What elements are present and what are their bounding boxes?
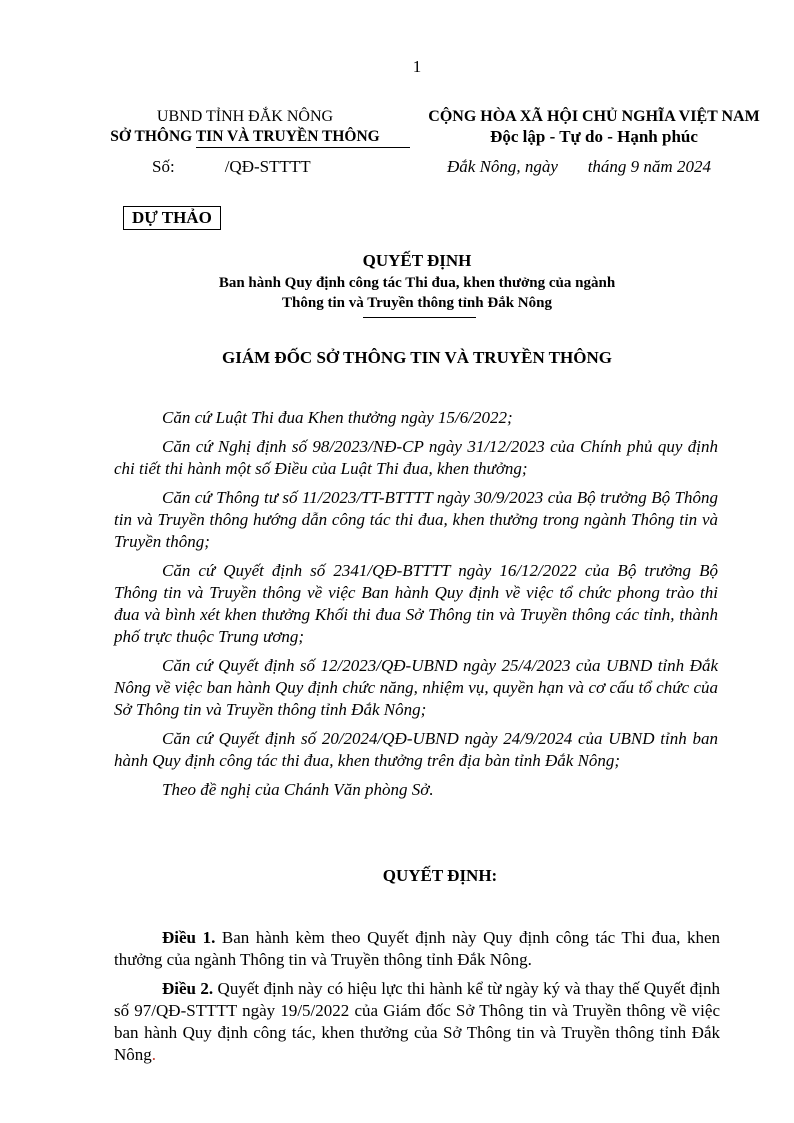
decision-subtitle xyxy=(0,273,794,313)
document-number xyxy=(152,157,311,177)
preamble-clause: Căn cứ Thông tư số 11/2023/TT-BTTTT ngày 30/9/2023 của Bộ trưởng Bộ Thông tin và Truyền thông hướng dẫn công tác thi đua, khen thưởng trong ngành Thông tin và Truyền thông; xyxy=(114,488,718,551)
page-number: 1 xyxy=(412,57,422,76)
preamble-clause: Căn cứ Quyết định số 20/2024/QĐ-UBND ngày 24/9/2024 của UBND tỉnh ban hành Quy định công tác thi đua, khen thưởng trên địa bàn tỉnh Đắk Nông; xyxy=(114,729,718,770)
signing-authority-title: GIÁM ĐỐC SỞ THÔNG TIN VÀ TRUYỀN THÔNG xyxy=(222,348,612,367)
preamble-clause: Theo đề nghị của Chánh Văn phòng Sở. xyxy=(162,780,434,799)
decision-subtitle-line-1: Ban hành Quy định công tác Thi đua, khen thưởng của ngành xyxy=(218,275,616,291)
draft-badge: DỰ THẢO xyxy=(123,206,221,230)
preamble-clause: Căn cứ Quyết định số 12/2023/QĐ-UBND ngày 25/4/2023 của UBND tỉnh Đắk Nông về việc ban hành Quy định chức năng, nhiệm vụ, quyền hạn và cơ cấu tổ chức của Sở Thông tin và Truyền thông tỉnh Đắk Nông; xyxy=(114,656,718,719)
preamble xyxy=(114,407,718,808)
articles xyxy=(114,927,720,1073)
article-trailing-period: . xyxy=(151,1045,157,1064)
national-name: CỘNG HÒA XÃ HỘI CHỦ NGHĨA VIỆT NAM xyxy=(428,108,760,125)
document-date: Đắk Nông, ngày tháng 9 năm 2024 xyxy=(447,157,711,176)
decision-subtitle-line-2: Thông tin và Truyền thông tỉnh Đắk Nông xyxy=(282,295,552,311)
issuing-organization: SỞ THÔNG TIN VÀ TRUYỀN THÔNG xyxy=(110,128,380,145)
article-2 xyxy=(114,978,720,1066)
decision-heading: QUYẾT ĐỊNH xyxy=(362,251,472,270)
national-motto-block xyxy=(408,107,780,147)
preamble-clause: Căn cứ Luật Thi đua Khen thưởng ngày 15/6/2022; xyxy=(162,408,513,427)
article-1 xyxy=(114,927,720,971)
article-label: Điều 2. xyxy=(162,979,214,998)
issuing-authority-block xyxy=(90,107,400,147)
decides-heading: QUYẾT ĐỊNH: xyxy=(382,866,498,885)
article-text: Ban hành kèm theo Quyết định này Quy định công tác Thi đua, khen thưởng của ngành Thông tin và Truyền thông tỉnh Đắk Nông. xyxy=(114,928,721,969)
article-label: Điều 1. xyxy=(162,928,216,947)
document-number-label: Số: xyxy=(152,157,175,176)
header-divider xyxy=(196,147,410,148)
article-text: Quyết định này có hiệu lực thi hành kể từ ngày ký và thay thế Quyết định số 97/QĐ-STTTT ngày 19/5/2022 của Giám đốc Sở Thông tin và Truyền thông về việc ban hành Quy định công tác, khen thưởng của Sở Thông tin và Truyền thông tỉnh Đắk Nông xyxy=(114,979,720,1064)
preamble-clause: Căn cứ Nghị định số 98/2023/NĐ-CP ngày 31/12/2023 của Chính phủ quy định chi tiết thi hành một số Điều của Luật Thi đua, khen thưởng; xyxy=(114,437,718,478)
title-divider xyxy=(363,317,476,318)
document-number-code: /QĐ-STTTT xyxy=(224,157,311,176)
provincial-authority: UBND TỈNH ĐẮK NÔNG xyxy=(156,108,334,125)
national-motto: Độc lập - Tự do - Hạnh phúc xyxy=(490,127,698,146)
preamble-clause: Căn cứ Quyết định số 2341/QĐ-BTTTT ngày 16/12/2022 của Bộ trưởng Bộ Thông tin và Truyền thông về việc Ban hành Quy định về việc tổ chức phong trào thi đua và bình xét khen thưởng Khối thi đua Sở Thông tin và Truyền thông các tỉnh, thành phố trực thuộc Trung ương; xyxy=(114,561,718,646)
